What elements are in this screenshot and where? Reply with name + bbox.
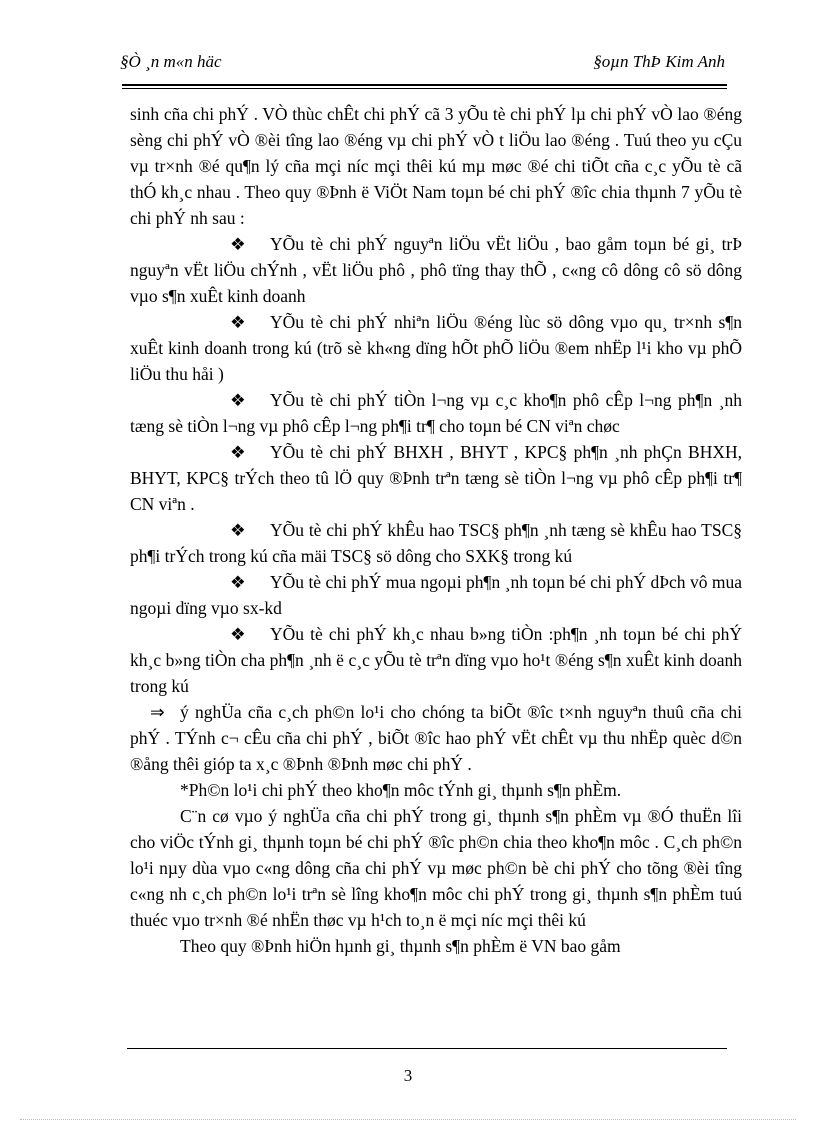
conclusion-text: ý nghÜa cña c¸ch ph©n lo¹i cho chóng ta biÕt ®îc t×nh nguyªn thuû cña chi phÝ . TÝnh c¬ cÊu cña chi phÝ , biÕt ®îc hao phÝ vËt chÊt vµ thu nhËp quèc d©n ®ång thêi gióp ta x¸c ®Þnh ®Þnh møc chi phÝ . xyxy=(130,702,742,774)
diamond-bullet-icon: ❖ xyxy=(230,390,246,410)
bullet-text: YÕu tè chi phÝ nhiªn liÖu ®éng lùc sö dông vµo qu¸ tr×nh s¶n xuÊt kinh doanh trong kú (trõ sè kh«ng dïng hÕt phÕ liÖu ®em nhËp l¹i kho vµ phÕ liÖu thu håi ) xyxy=(130,312,742,384)
bullet-item-6 xyxy=(130,569,742,621)
section-heading: *Ph©n lo¹i chi phÝ theo kho¶n môc tÝnh gi¸ thµnh s¶n phÈm. xyxy=(180,780,622,800)
diamond-bullet-icon: ❖ xyxy=(230,572,246,592)
bullet-item-7 xyxy=(130,621,742,699)
bullet-item-5 xyxy=(130,517,742,569)
bullet-item-1 xyxy=(130,231,742,309)
header-left-title: §Ò ¸n m«n häc xyxy=(120,52,222,71)
paragraph-5: Theo quy ®Þnh hiÖn hµnh gi¸ thµnh s¶n phÈm ë VN bao gåm xyxy=(180,936,621,956)
bullet-text: YÕu tè chi phÝ BHXH , BHYT , KPC§ ph¶n ¸nh phÇn BHXH, BHYT, KPC§ trÝch theo tû lÖ quy ®Þnh trªn tæng sè tiÒn l¬ng vµ phô cÊp ph¶i tr¶ CN viªn . xyxy=(130,442,742,514)
bullet-text: YÕu tè chi phÝ nguyªn liÖu vËt liÖu , bao gåm toµn bé gi¸ trÞ nguyªn vËt liÖu chÝnh , vËt liÖu phô , phô tïng thay thÕ , c«ng cô dông cô sö dông vµo s¶n xuÊt kinh doanh xyxy=(130,234,742,306)
bullet-item-2 xyxy=(130,309,742,387)
bullet-item-4 xyxy=(130,439,742,517)
paragraph-4: C¨n cø vµo ý nghÜa cña chi phÝ trong gi¸ thµnh s¶n phÈm vµ ®Ó thuËn lîi cho viÖc tÝnh gi¸ thµnh toµn bé chi phÝ ®îc ph©n chia theo kho¶n môc . C¸ch ph©n lo¹i nµy dùa vµo c«ng dông cña chi phÝ vµ møc ph©n bè chi phÝ cho tõng ®èi tîng c«ng nh c¸ch ph©n lo¹i trªn sè lîng kho¶n môc chi phÝ trong gi¸ thµnh s¶n phÈm tuú thuéc vµo tr×nh ®é nhËn thøc vµ h¹ch to¸n ë mçi níc mçi thêi kú xyxy=(130,806,742,930)
page-number: 3 xyxy=(403,1066,413,1085)
bullet-text: YÕu tè chi phÝ mua ngoµi ph¶n ¸nh toµn bé chi phÝ dÞch vô mua ngoµi dïng vµo sx-kd xyxy=(130,572,742,618)
bullet-text: YÕu tè chi phÝ khÊu hao TSC§ ph¶n ¸nh tæng sè khÊu hao TSC§ ph¶i trÝch trong kú cña mäi TSC§ sö dông cho SXK§ trong kú xyxy=(130,520,742,566)
page-edge-divider xyxy=(20,1119,796,1120)
page-header xyxy=(120,52,725,82)
header-rule xyxy=(122,84,727,89)
diamond-bullet-icon: ❖ xyxy=(230,624,246,644)
double-arrow-icon: ⇒ xyxy=(150,702,165,722)
header-right-author: §oµn ThÞ Kim Anh xyxy=(593,52,725,71)
bullet-item-3 xyxy=(130,387,742,439)
diamond-bullet-icon: ❖ xyxy=(230,312,246,332)
document-body xyxy=(130,101,742,959)
diamond-bullet-icon: ❖ xyxy=(230,234,246,254)
bullet-text: YÕu tè chi phÝ kh¸c nhau b»ng tiÒn :ph¶n ¸nh toµn bé chi phÝ kh¸c b»ng tiÒn cha ph¶n ¸nh ë c¸c yÕu tè trªn dïng vµo ho¹t ®éng s¶n xuÊt kinh doanh trong kú xyxy=(130,624,742,696)
bullet-text: YÕu tè chi phÝ tiÒn l¬ng vµ c¸c kho¶n phô cÊp l¬ng ph¶n ¸nh tæng sè tiÒn l¬ng vµ phô cÊp l¬ng ph¶i tr¶ cho toµn bé CN viªn chøc xyxy=(130,390,742,436)
footer-rule xyxy=(127,1048,727,1049)
paragraph-1: sinh cña chi phÝ . VÒ thùc chÊt chi phÝ cã 3 yÕu tè chi phÝ lµ chi phÝ vÒ lao ®éng sèng chi phÝ vÒ ®èi tîng lao ®éng vµ chi phÝ vÒ t liÖu lao ®éng . Tuú theo yu cÇu vµ tr×nh ®é qu¶n lý cña mçi níc mçi thêi kú mµ møc ®é chi tiÕt cña c¸c yÕu tè cã thÓ kh¸c nhau . Theo quy ®Þnh ë ViÖt Nam toµn bé chi phÝ ®îc chia thµnh 7 yÕu tè chi phÝ nh sau : xyxy=(130,104,742,228)
diamond-bullet-icon: ❖ xyxy=(230,442,246,462)
diamond-bullet-icon: ❖ xyxy=(230,520,246,540)
conclusion-paragraph xyxy=(130,699,742,777)
